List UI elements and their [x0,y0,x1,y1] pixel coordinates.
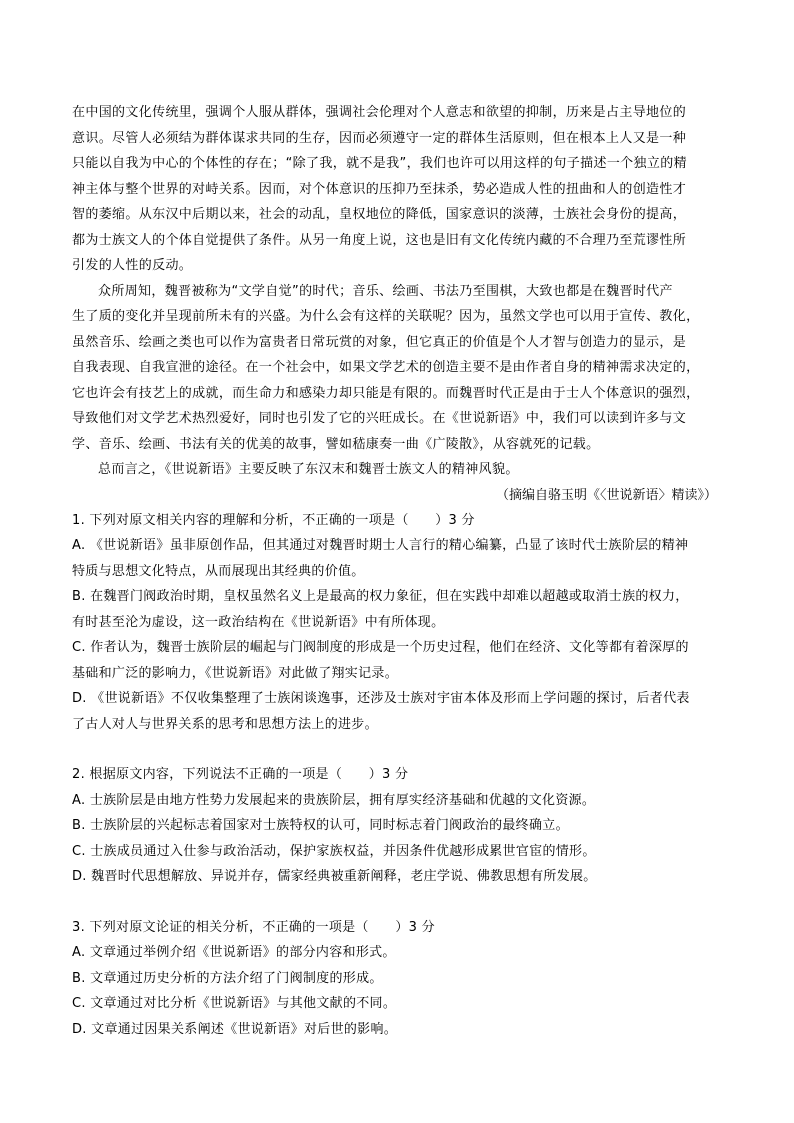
text-line: 它也许会有技艺上的成就，而生命力和感染力却只能是有限的。而魏晋时代正是由于士人个体意识的强烈， [72,385,700,401]
text-line: 学、音乐、绘画、书法有关的优美的故事，譬如嵇康奏一曲《广陵散》，从容就死的记载。 [72,436,600,452]
passage-paragraph-1 [72,100,727,279]
text-line: 导致他们对文学艺术热烈爱好，同时也引发了它的兴旺成长。在《世说新语》中，我们可以读到许多与文 [72,411,687,426]
option-b-continued: 有时甚至沦为虚设，这一政治结构在《世说新语》中有所体现。 [72,614,445,630]
text-line: 生了质的变化并呈现前所未有的兴盛。为什么会有这样的关联呢？因为，虽然文学也可以用于宣传、教化， [72,309,700,324]
question-stem: 1. 下列对原文相关内容的理解和分析，不正确的一项是（ ）3 分 [72,512,475,528]
option-a[interactable]: A. 《世说新语》虽非原创作品，但其通过对魏晋时期士人言行的精心编纂，凸显了该时代士族阶层的精神 [72,538,689,553]
passage-paragraph-2 [72,279,727,458]
text-line: 在中国的文化传统里，强调个人服从群体，强调社会伦理对个人意志和欲望的抑制，历来是占主导地位的 [72,105,687,120]
option-c-continued: 基础和广泛的影响力，《世说新语》对此做了翔实记录。 [72,665,399,681]
option-b[interactable]: B. 在魏晋门阀政治时期，皇权虽然名义上是最高的权力象征，但在实践中却难以超越或取消士族的权力， [72,589,689,604]
option-a-continued: 特质与思想文化特点，从而展现出其经典的价值。 [72,563,365,579]
passage-paragraph-3 [72,457,727,483]
spacer [72,890,727,915]
source-citation: （摘编自骆玉明《〈世说新语〉精读》） [495,487,717,503]
text-line: 引发的人性的反动。 [72,258,193,273]
option-a[interactable]: A. 士族阶层是由地方性势力发展起来的贵族阶层，拥有厚实经济基础和优越的文化资源。 [72,792,596,808]
question-3 [72,915,727,1043]
question-2 [72,762,727,890]
option-c[interactable]: C. 文章通过对比分析《世说新语》与其他文献的不同。 [72,996,397,1011]
option-c[interactable]: C. 作者认为，魏晋士族阶层的崛起与门阀制度的形成是一个历史过程，他们在经济、文化等都有着深厚的 [72,640,689,655]
text-line: 神主体与整个世界的对峙关系。因而，对个体意识的压抑乃至抹杀，势必造成人性的扭曲和人的创造性才 [72,181,687,197]
spacer [72,737,727,762]
document-body [72,100,727,1042]
option-d-continued: 了古人对人与世界关系的思考和思想方法上的进步。 [72,716,378,732]
text-line: 都为士族文人的个体自觉提供了条件。从另一角度上说，这也是旧有文化传统内藏的不合理乃至荒谬性所 [72,232,687,248]
text-line: 自我表现、自我宣泄的途径。在一个社会中，如果文学艺术的创造主要不是由作者自身的精神需求决定的， [72,360,700,375]
option-b[interactable]: B. 士族阶层的兴起标志着国家对士族特权的认可，同时标志着门阀政治的最终确立。 [72,818,569,833]
text-line: 智的萎缩。从东汉中后期以来，社会的动乱，皇权地位的降低，国家意识的淡薄，士族社会身份的提高， [72,207,687,222]
question-stem: 3. 下列对原文论证的相关分析，不正确的一项是（ ）3 分 [72,919,435,935]
option-d[interactable]: D. 魏晋时代思想解放、异说并存，儒家经典被重新阐释，老庄学说、佛教思想有所发展。 [72,869,597,884]
question-1 [72,508,727,738]
option-b[interactable]: B. 文章通过历史分析的方法介绍了门阀制度的形成。 [72,970,383,986]
text-line: 众所周知，魏晋被称为“文学自觉”的时代；音乐、绘画、书法乃至围棋，大致也都是在魏晋时代产 [98,283,673,299]
option-c[interactable]: C. 士族成员通过入仕参与政治活动，保护家族权益，并因条件优越形成累世官宦的情形。 [72,843,596,859]
text-line: 总而言之，《世说新语》主要反映了东汉末和魏晋士族文人的精神风貌。 [98,462,519,477]
option-d[interactable]: D. 文章通过因果关系阐述《世说新语》对后世的影响。 [72,1021,398,1037]
text-line: 虽然音乐、绘画之类也可以作为富贵者日常玩赏的对象，但它真正的价值是个人才智与创造力的显示，是 [72,334,687,350]
text-line: 意识。尽管人必须结为群体谋求共同的生存，因而必须遵守一定的群体生活原则，但在根本上人又是一种 [72,130,687,146]
option-d[interactable]: D. 《世说新语》不仅收集整理了士族闲谈逸事，还涉及士族对宇宙本体及形而上学问题的探讨，后者代表 [72,691,690,706]
option-a[interactable]: A. 文章通过举例介绍《世说新语》的部分内容和形式。 [72,945,396,960]
text-line: 只能以自我为中心的个体性的存在；“除了我，就不是我”，我们也许可以用这样的句子描述一个独立的精 [72,156,687,171]
question-stem: 2. 根据原文内容，下列说法不正确的一项是（ ）3 分 [72,767,409,782]
